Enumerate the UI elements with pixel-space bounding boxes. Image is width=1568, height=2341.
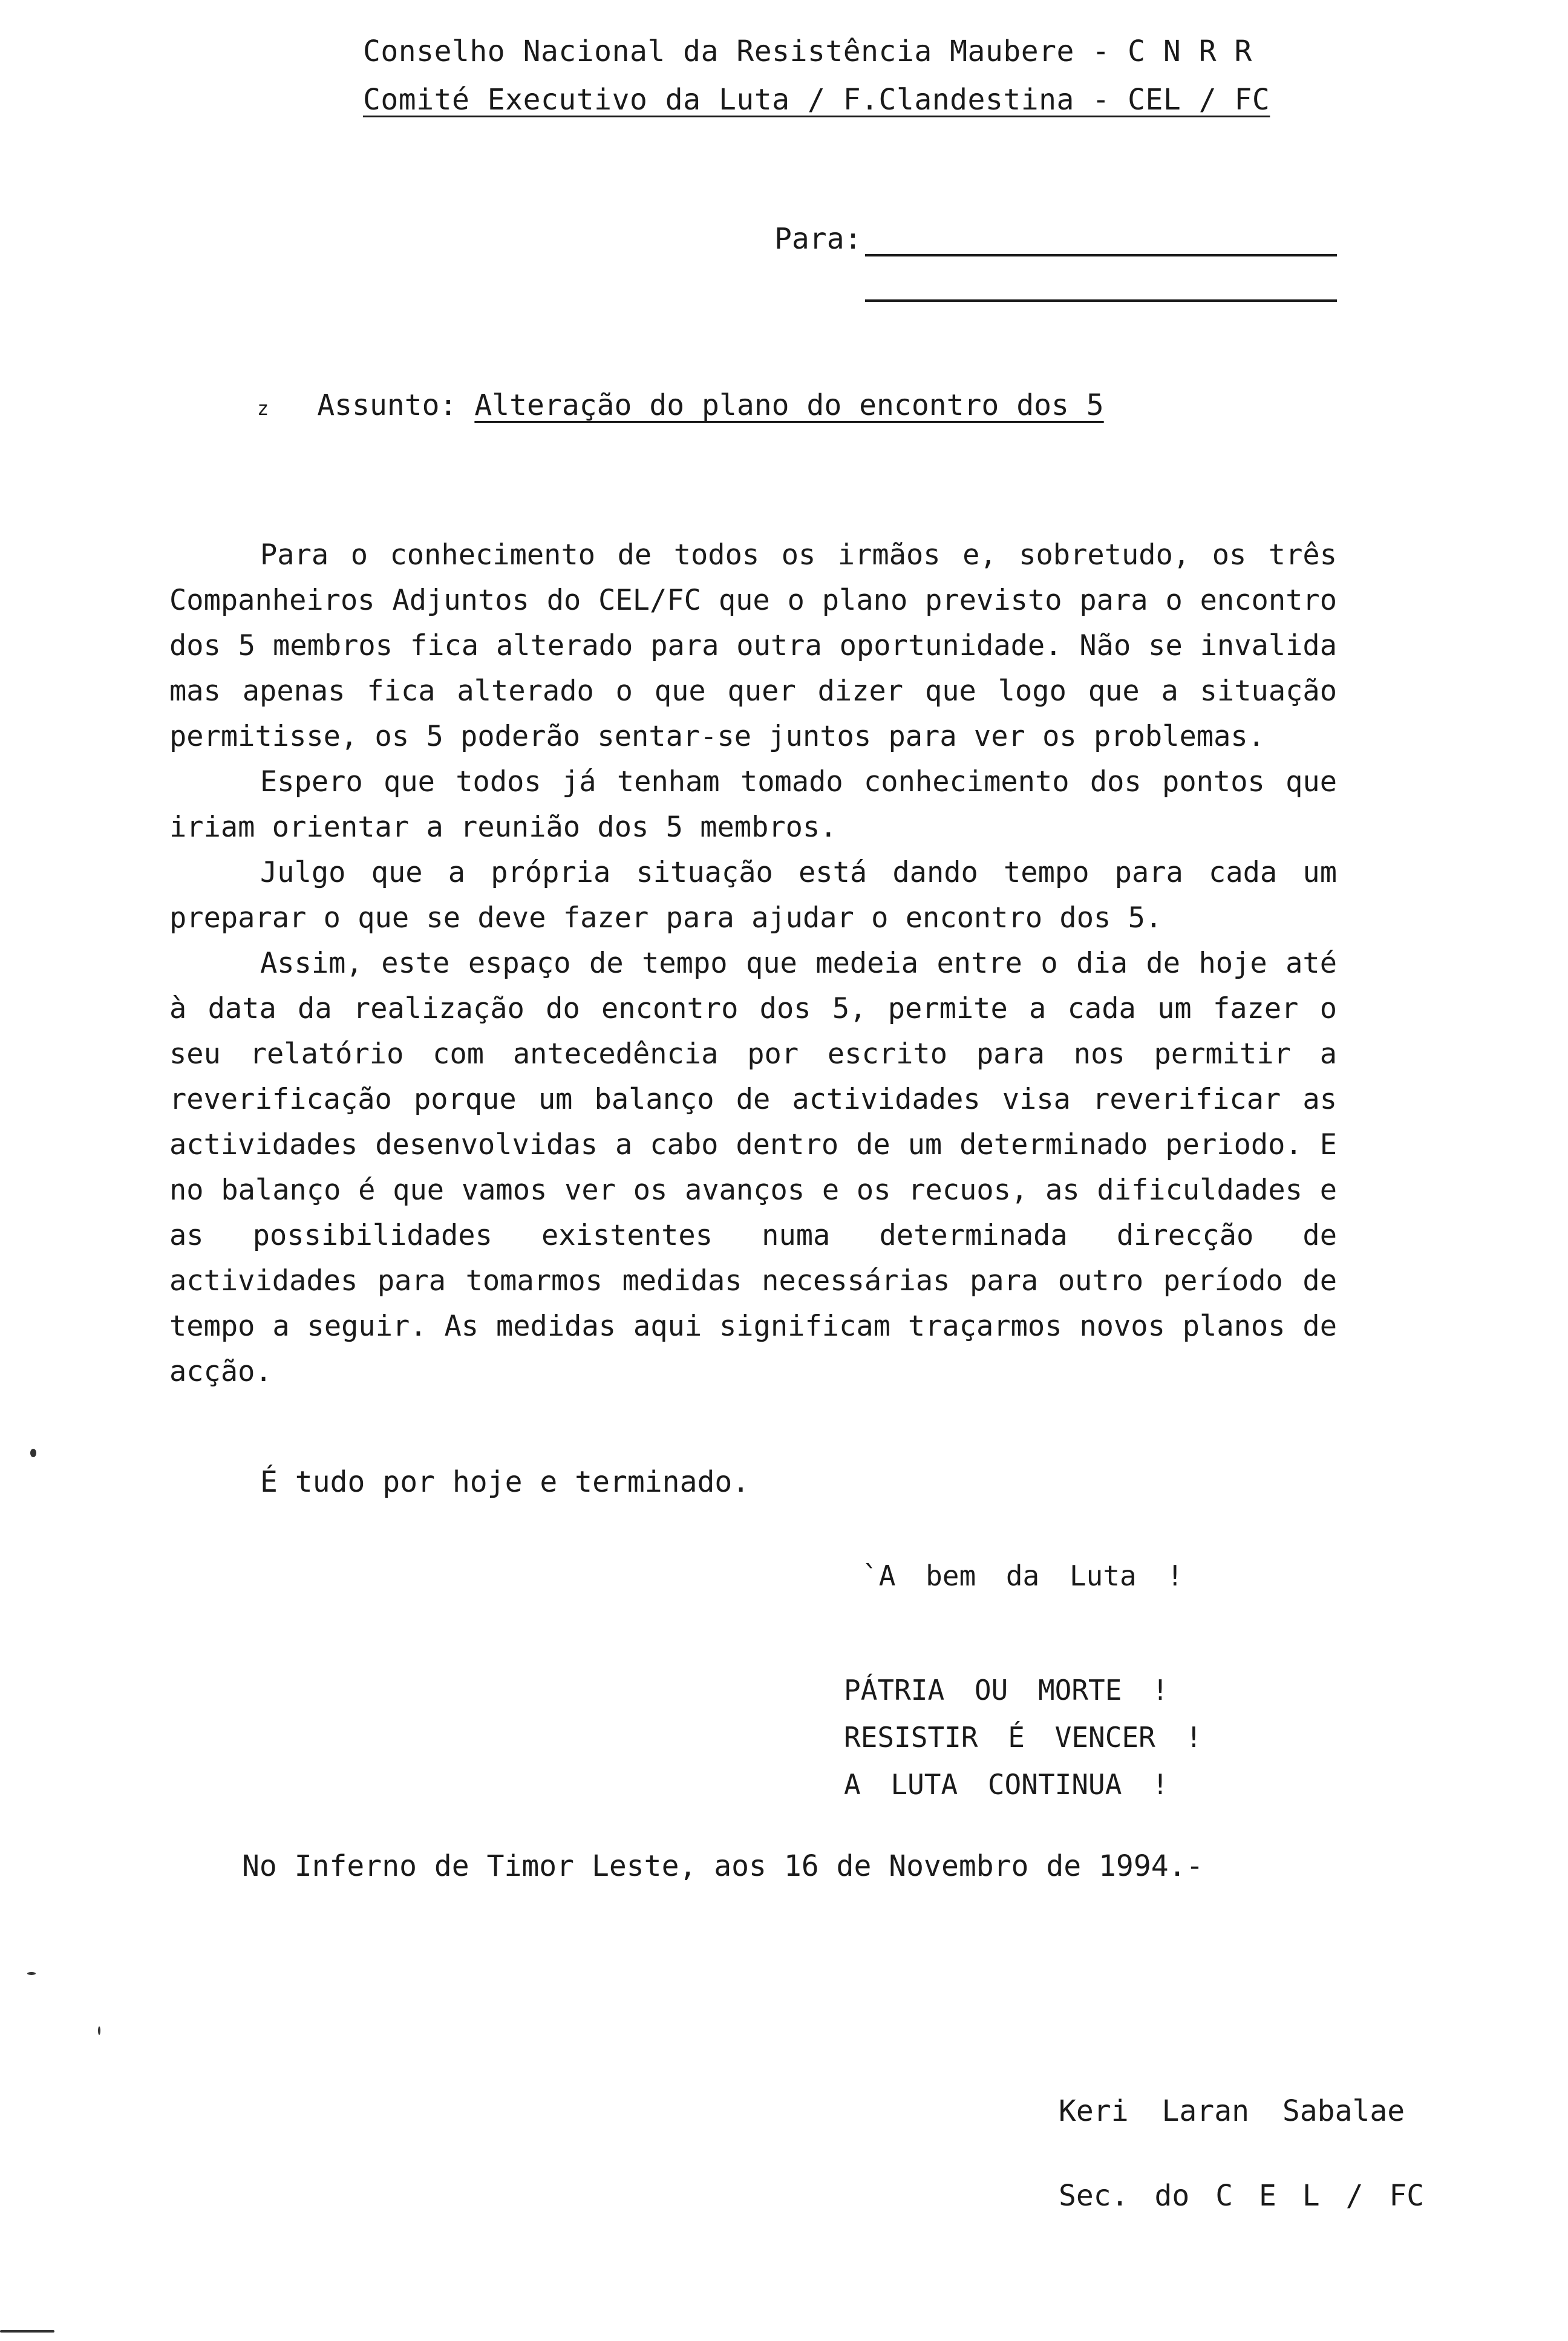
- recipient-blank-line-2: [865, 299, 1337, 302]
- subject-line: [257, 387, 1104, 426]
- recipient-label: Para:: [774, 222, 862, 256]
- slogan-3: A LUTA CONTINUA !: [844, 1768, 1169, 1801]
- signer-title: Sec. do C E L / FC: [1059, 2179, 1425, 2213]
- slogan-2: RESISTIR É VENCER !: [844, 1721, 1203, 1754]
- body-paragraph-1: Para o conhecimento de todos os irmãos e, sobretudo, os três Companheiros Adjuntos do CEL/FC que o plano previsto para o encontro dos 5 membros fica alterado para outra oportunidade. Não se invalida mas apenas fica alterado o que quer dizer que logo que a situação permitisse, os 5 poderão sentar-se juntos para ver os problemas.: [169, 538, 1337, 753]
- scan-speck: [27, 1972, 36, 1975]
- recipient-blank-line: [865, 254, 1337, 256]
- subject-mark: z: [257, 397, 269, 420]
- subject-label: Assunto:: [317, 388, 457, 422]
- header-committee: Comité Executivo da Luta / F.Clandestina - CEL / FC: [363, 83, 1270, 117]
- salutation: `A bem da Luta !: [862, 1559, 1184, 1592]
- closing-line: É tudo por hoje e terminado.: [260, 1465, 750, 1499]
- dateline: No Inferno de Timor Leste, aos 16 de Novembro de 1994.-: [242, 1849, 1204, 1883]
- body-paragraph-4: Assim, este espaço de tempo que medeia entre o dia de hoje até à data da realização do encontro dos 5, permite a cada um fazer o seu relatório com antecedência por escrito para nos permitir a reverificação porque um balanço de actividades visa reverificar as actividades desenvolvidas a cabo dentro de um determinado periodo. E no balanço é que vamos ver os avanços e os recuos, as dificuldades e as possibilidades existentes numa determinada direcção de actividades para tomarmos medidas necessárias para outro período de tempo a seguir. As medidas aqui significam traçarmos novos planos de acção.: [169, 947, 1337, 1388]
- body-paragraph-3: Julgo que a própria situação está dando tempo para cada um preparar o que se deve fazer para ajudar o encontro dos 5.: [169, 856, 1337, 935]
- body-paragraph-2: Espero que todos já tenham tomado conhecimento dos pontos que iriam orientar a reunião dos 5 membros.: [169, 765, 1337, 844]
- subject-text: Alteração do plano do encontro dos 5: [474, 388, 1104, 422]
- slogans: [844, 1667, 1202, 1808]
- scan-speck: [0, 2330, 54, 2333]
- signer-name: Keri Laran Sabalae: [1059, 2094, 1405, 2128]
- letter-body: [169, 532, 1337, 1394]
- scan-speck: [30, 1449, 36, 1457]
- header-organization: Conselho Nacional da Resistência Maubere - C N R R: [363, 34, 1252, 68]
- slogan-1: PÁTRIA OU MORTE !: [844, 1674, 1169, 1706]
- scan-speck: [98, 2026, 100, 2035]
